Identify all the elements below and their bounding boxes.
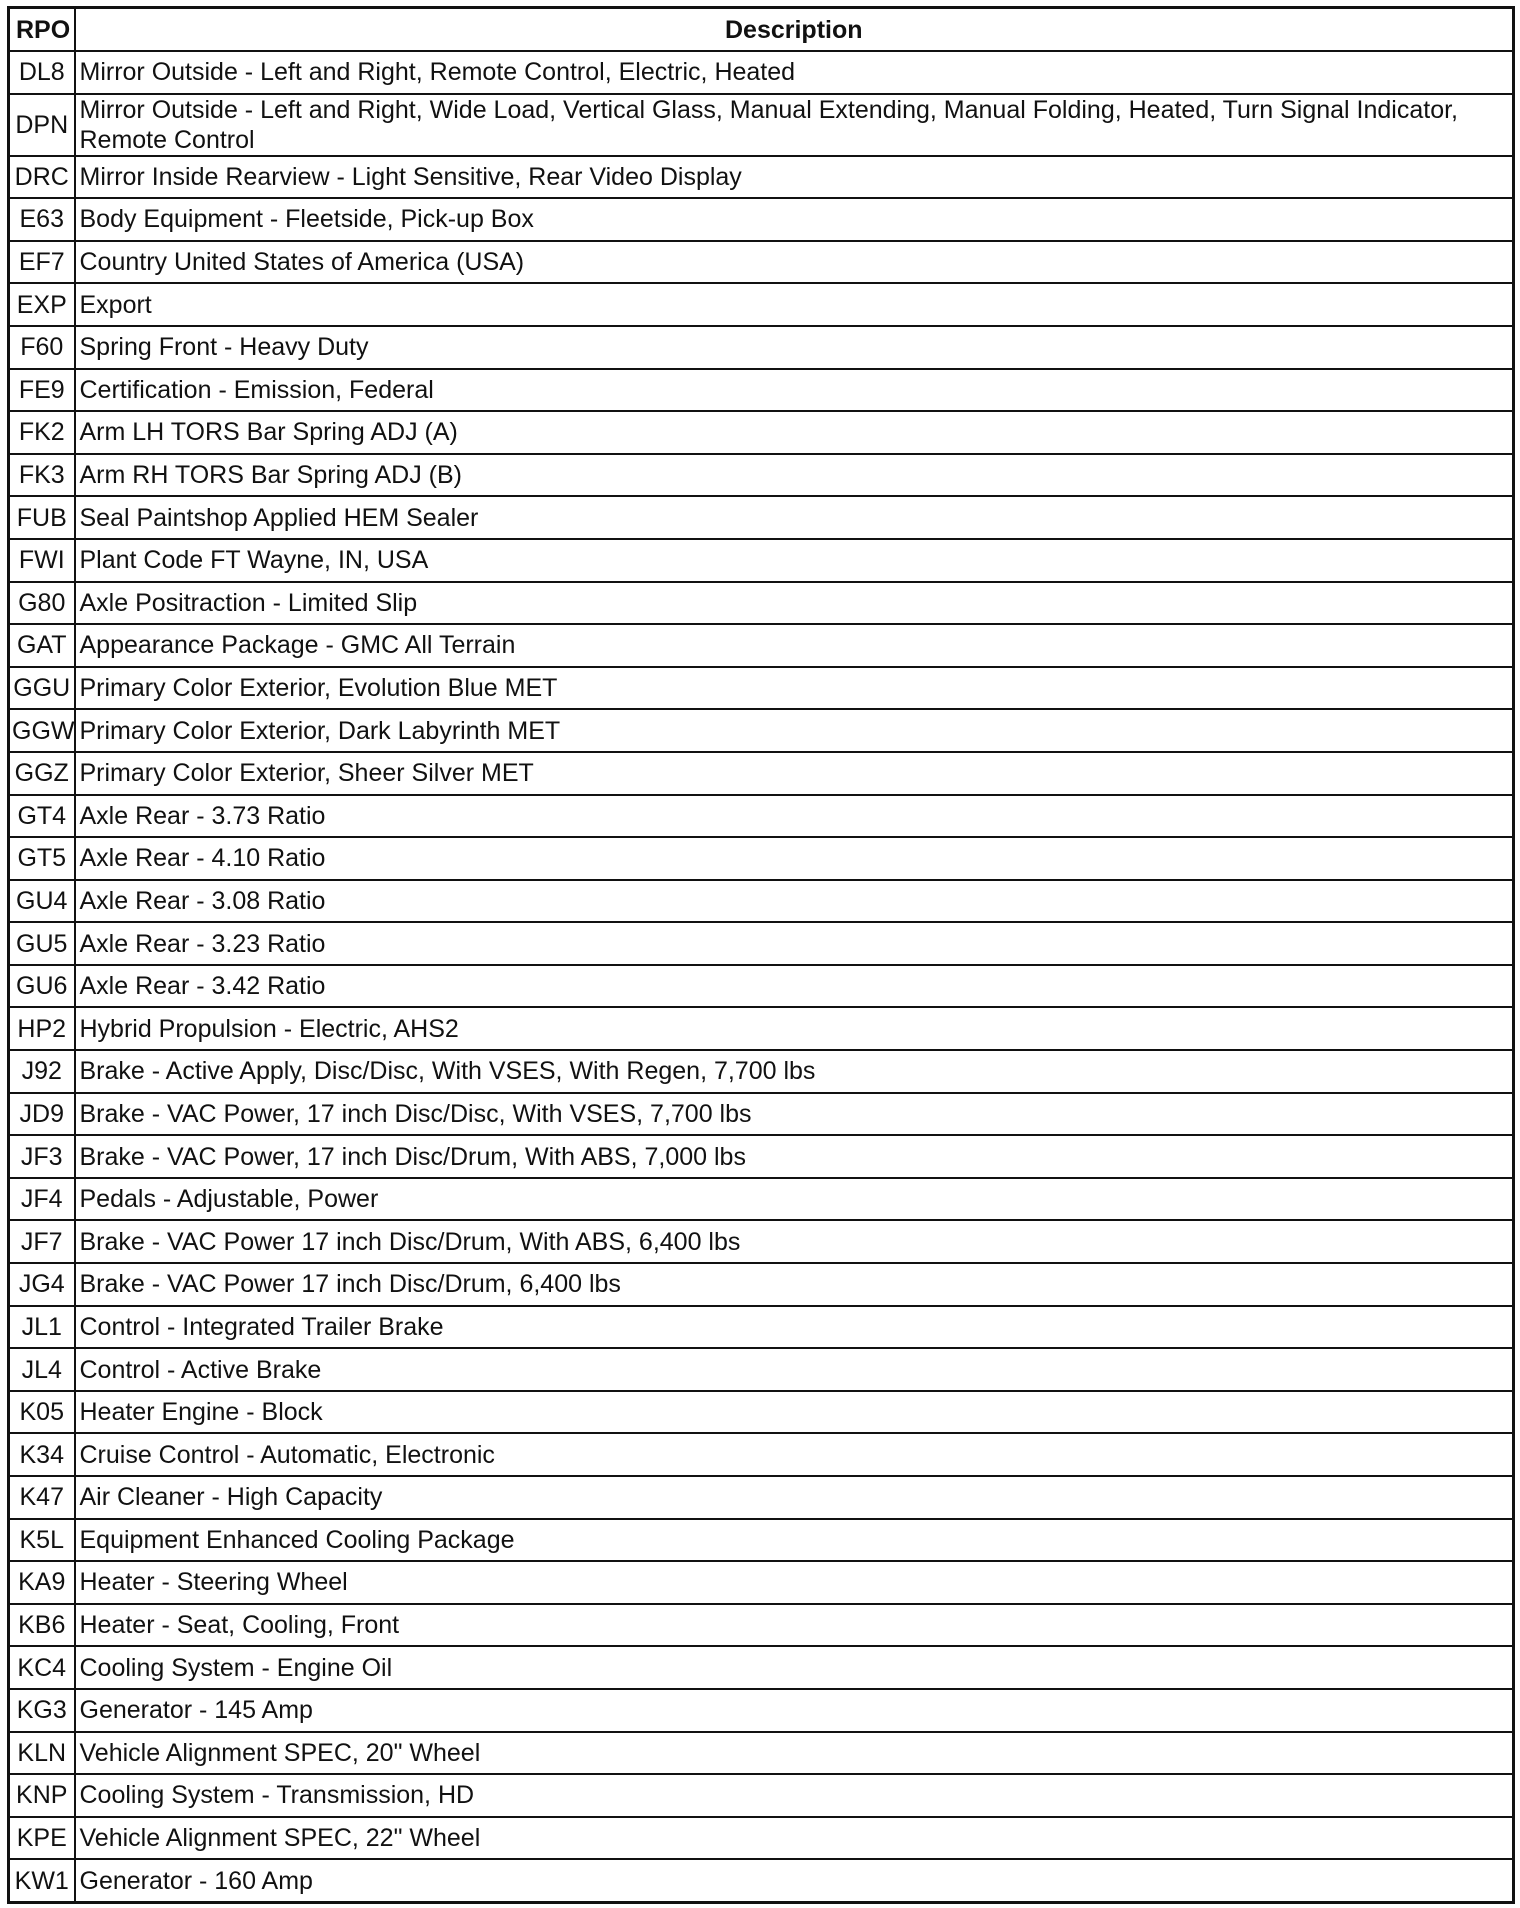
description-cell: Control - Active Brake: [75, 1348, 1514, 1391]
rpo-code-cell: GGU: [9, 667, 75, 710]
table-row: [9, 241, 1514, 284]
rpo-code-cell: GT5: [9, 837, 75, 880]
description-cell: Appearance Package - GMC All Terrain: [75, 624, 1514, 667]
rpo-code-cell: JG4: [9, 1263, 75, 1306]
table-row: [9, 369, 1514, 412]
table-row: [9, 752, 1514, 795]
table-row: [9, 283, 1514, 326]
description-cell: Arm RH TORS Bar Spring ADJ (B): [75, 454, 1514, 497]
rpo-code-cell: HP2: [9, 1007, 75, 1050]
table-row: [9, 1476, 1514, 1519]
rpo-code-cell: GU4: [9, 880, 75, 923]
description-cell: Mirror Outside - Left and Right, Remote Control, Electric, Heated: [75, 51, 1514, 94]
table-row: [9, 1391, 1514, 1434]
description-cell: Brake - VAC Power 17 inch Disc/Drum, With ABS, 6,400 lbs: [75, 1220, 1514, 1263]
description-cell: Pedals - Adjustable, Power: [75, 1178, 1514, 1221]
description-cell: Cruise Control - Automatic, Electronic: [75, 1433, 1514, 1476]
description-cell: Vehicle Alignment SPEC, 22" Wheel: [75, 1817, 1514, 1860]
rpo-code-cell: EXP: [9, 283, 75, 326]
rpo-code-cell: K05: [9, 1391, 75, 1434]
rpo-code-cell: GU5: [9, 922, 75, 965]
rpo-code-cell: JF7: [9, 1220, 75, 1263]
description-cell: Brake - VAC Power, 17 inch Disc/Disc, With VSES, 7,700 lbs: [75, 1093, 1514, 1136]
description-cell: Brake - VAC Power, 17 inch Disc/Drum, With ABS, 7,000 lbs: [75, 1135, 1514, 1178]
description-cell: Primary Color Exterior, Evolution Blue MET: [75, 667, 1514, 710]
table-row: [9, 1348, 1514, 1391]
description-cell: Cooling System - Engine Oil: [75, 1646, 1514, 1689]
table-row: [9, 667, 1514, 710]
rpo-code-cell: GAT: [9, 624, 75, 667]
table-row: [9, 1561, 1514, 1604]
rpo-code-cell: FE9: [9, 369, 75, 412]
rpo-code-cell: GT4: [9, 795, 75, 838]
rpo-code-cell: GGZ: [9, 752, 75, 795]
table-row: [9, 1604, 1514, 1647]
description-cell: Axle Rear - 4.10 Ratio: [75, 837, 1514, 880]
table-row: [9, 1178, 1514, 1221]
rpo-code-cell: KPE: [9, 1817, 75, 1860]
rpo-code-cell: KG3: [9, 1689, 75, 1732]
description-cell: Mirror Outside - Left and Right, Wide Load, Vertical Glass, Manual Extending, Manual Folding, Heated, Turn Signal Indicator, Remote Control: [75, 94, 1514, 156]
table-row: [9, 837, 1514, 880]
rpo-code-cell: GGW: [9, 709, 75, 752]
table-row: [9, 326, 1514, 369]
rpo-code-cell: GU6: [9, 965, 75, 1008]
rpo-code-cell: DPN: [9, 94, 75, 156]
rpo-code-cell: FK2: [9, 411, 75, 454]
description-cell: Seal Paintshop Applied HEM Sealer: [75, 496, 1514, 539]
rpo-code-cell: FUB: [9, 496, 75, 539]
rpo-code-cell: KC4: [9, 1646, 75, 1689]
rpo-code-cell: F60: [9, 326, 75, 369]
rpo-code-cell: JL4: [9, 1348, 75, 1391]
table-body: [9, 51, 1514, 1902]
description-cell: Vehicle Alignment SPEC, 20" Wheel: [75, 1732, 1514, 1775]
description-cell: Equipment Enhanced Cooling Package: [75, 1519, 1514, 1562]
rpo-code-cell: KA9: [9, 1561, 75, 1604]
table-row: [9, 539, 1514, 582]
description-cell: Control - Integrated Trailer Brake: [75, 1306, 1514, 1349]
rpo-code-cell: DRC: [9, 156, 75, 199]
description-cell: Arm LH TORS Bar Spring ADJ (A): [75, 411, 1514, 454]
rpo-code-cell: G80: [9, 582, 75, 625]
table-row: [9, 156, 1514, 199]
description-cell: Hybrid Propulsion - Electric, AHS2: [75, 1007, 1514, 1050]
rpo-code-cell: J92: [9, 1050, 75, 1093]
rpo-code-cell: JF4: [9, 1178, 75, 1221]
description-cell: Heater - Steering Wheel: [75, 1561, 1514, 1604]
description-cell: Axle Rear - 3.08 Ratio: [75, 880, 1514, 923]
table-row: [9, 411, 1514, 454]
rpo-column-header: RPO: [9, 8, 75, 52]
description-cell: Heater Engine - Block: [75, 1391, 1514, 1434]
rpo-code-cell: JF3: [9, 1135, 75, 1178]
description-cell: Axle Rear - 3.42 Ratio: [75, 965, 1514, 1008]
table-row: [9, 965, 1514, 1008]
description-cell: Plant Code FT Wayne, IN, USA: [75, 539, 1514, 582]
rpo-code-cell: JL1: [9, 1306, 75, 1349]
description-cell: Axle Rear - 3.73 Ratio: [75, 795, 1514, 838]
table-row: [9, 880, 1514, 923]
table-row: [9, 1646, 1514, 1689]
table-row: [9, 1732, 1514, 1775]
table-row: [9, 1220, 1514, 1263]
table-row: [9, 51, 1514, 94]
table-row: [9, 922, 1514, 965]
description-cell: Brake - VAC Power 17 inch Disc/Drum, 6,400 lbs: [75, 1263, 1514, 1306]
rpo-code-cell: K5L: [9, 1519, 75, 1562]
description-cell: Primary Color Exterior, Sheer Silver MET: [75, 752, 1514, 795]
description-column-header: Description: [75, 8, 1514, 52]
table-row: [9, 1093, 1514, 1136]
description-cell: Air Cleaner - High Capacity: [75, 1476, 1514, 1519]
rpo-code-cell: K34: [9, 1433, 75, 1476]
description-cell: Generator - 145 Amp: [75, 1689, 1514, 1732]
table-row: [9, 1689, 1514, 1732]
table-row: [9, 1306, 1514, 1349]
table-row: [9, 1135, 1514, 1178]
description-cell: Body Equipment - Fleetside, Pick-up Box: [75, 198, 1514, 241]
rpo-code-cell: EF7: [9, 241, 75, 284]
rpo-code-cell: E63: [9, 198, 75, 241]
table-row: [9, 624, 1514, 667]
description-cell: Generator - 160 Amp: [75, 1859, 1514, 1902]
description-cell: Mirror Inside Rearview - Light Sensitive, Rear Video Display: [75, 156, 1514, 199]
table-row: [9, 1817, 1514, 1860]
table-row: [9, 454, 1514, 497]
table-row: [9, 709, 1514, 752]
description-cell: Certification - Emission, Federal: [75, 369, 1514, 412]
rpo-code-cell: KLN: [9, 1732, 75, 1775]
table-row: [9, 795, 1514, 838]
description-cell: Heater - Seat, Cooling, Front: [75, 1604, 1514, 1647]
description-cell: Axle Positraction - Limited Slip: [75, 582, 1514, 625]
table-row: [9, 1050, 1514, 1093]
rpo-code-cell: KB6: [9, 1604, 75, 1647]
table-row: [9, 582, 1514, 625]
description-cell: Axle Rear - 3.23 Ratio: [75, 922, 1514, 965]
rpo-code-cell: FK3: [9, 454, 75, 497]
rpo-code-cell: FWI: [9, 539, 75, 582]
description-cell: Primary Color Exterior, Dark Labyrinth MET: [75, 709, 1514, 752]
description-cell: Brake - Active Apply, Disc/Disc, With VSES, With Regen, 7,700 lbs: [75, 1050, 1514, 1093]
rpo-code-cell: KNP: [9, 1774, 75, 1817]
table-header-row: [9, 8, 1514, 52]
description-cell: Spring Front - Heavy Duty: [75, 326, 1514, 369]
table-row: [9, 1859, 1514, 1902]
rpo-code-cell: K47: [9, 1476, 75, 1519]
table-row: [9, 1263, 1514, 1306]
table-row: [9, 1519, 1514, 1562]
table-row: [9, 1433, 1514, 1476]
table-row: [9, 496, 1514, 539]
rpo-code-cell: JD9: [9, 1093, 75, 1136]
rpo-code-cell: DL8: [9, 51, 75, 94]
description-cell: Cooling System - Transmission, HD: [75, 1774, 1514, 1817]
rpo-code-cell: KW1: [9, 1859, 75, 1902]
table-row: [9, 94, 1514, 156]
table-row: [9, 1774, 1514, 1817]
table-row: [9, 198, 1514, 241]
rpo-table: [7, 6, 1515, 1904]
description-cell: Export: [75, 283, 1514, 326]
table-row: [9, 1007, 1514, 1050]
description-cell: Country United States of America (USA): [75, 241, 1514, 284]
